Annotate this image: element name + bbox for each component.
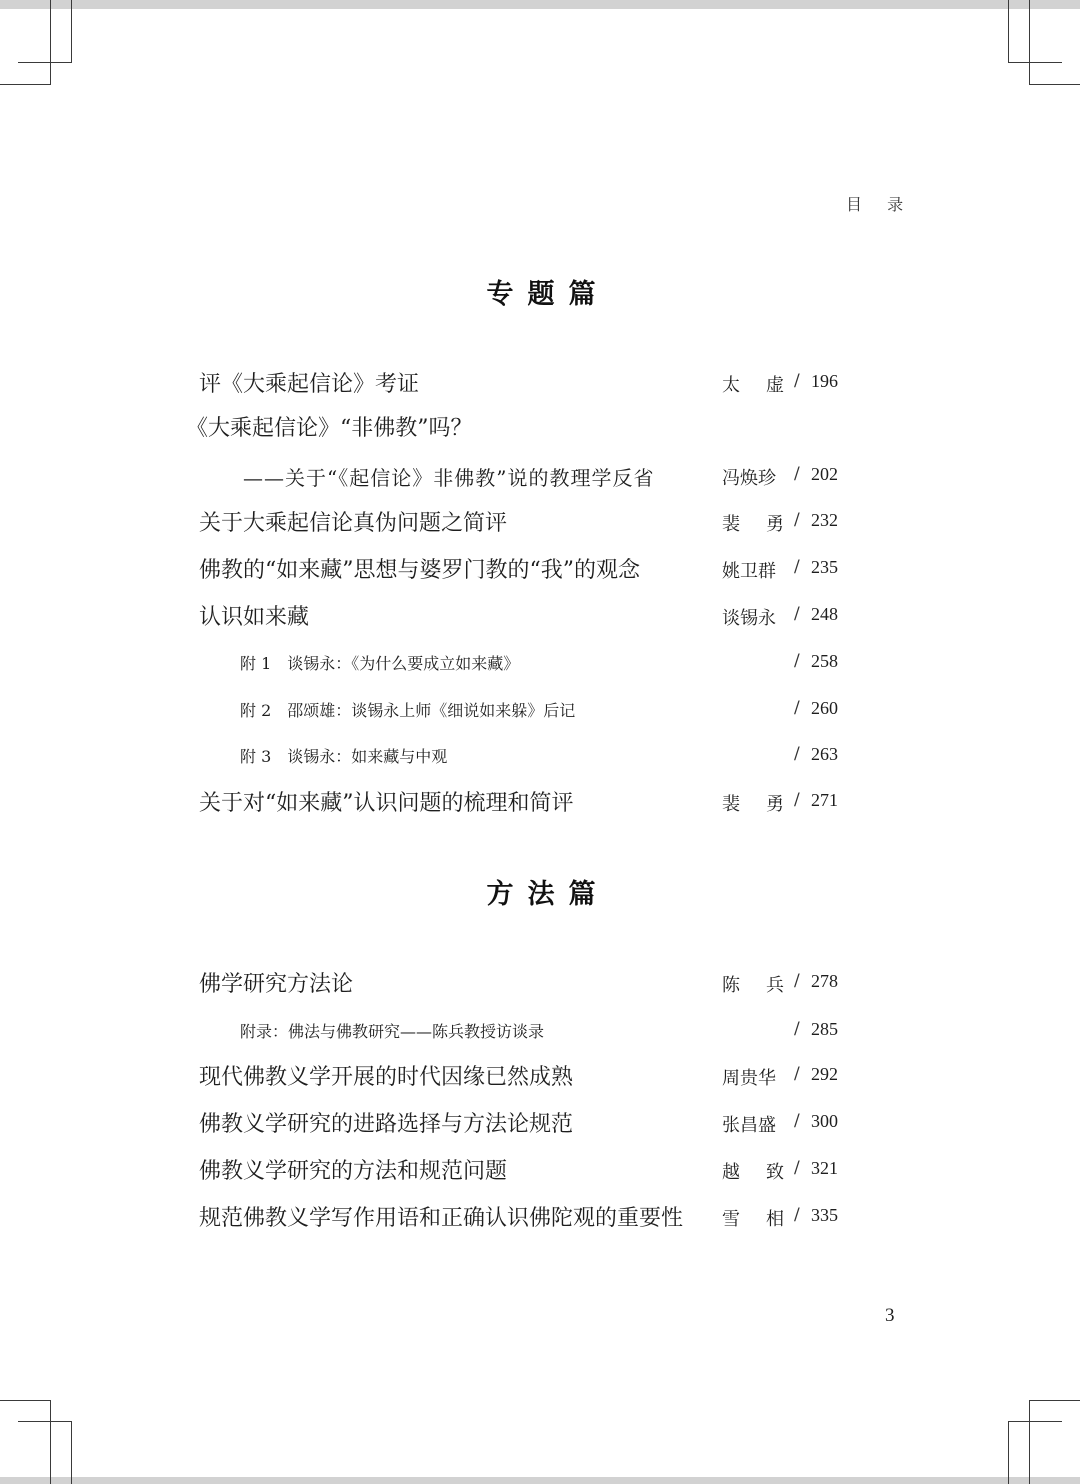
toc-entry[interactable]: [0, 600, 1080, 634]
entry-author: 陈 兵: [722, 975, 784, 996]
toc-appendix[interactable]: [0, 1013, 1080, 1047]
entry-page: 335: [811, 1205, 838, 1225]
toc-appendix[interactable]: [0, 738, 1080, 772]
entry-author: 冯焕珍: [722, 468, 776, 489]
running-header: 目 录: [846, 195, 914, 214]
appendix-title: 附 3 谈锡永：如来藏与中观: [240, 747, 448, 766]
entry-separator: /: [794, 464, 800, 484]
toc-entry-subtitle[interactable]: [0, 460, 1080, 494]
entry-page: 232: [811, 510, 838, 530]
entry-page: 321: [811, 1158, 838, 1178]
entry-separator: /: [794, 510, 800, 530]
entry-title: 关于对“如来藏”认识问题的梳理和简评: [199, 791, 574, 816]
toc-entry[interactable]: [0, 411, 1080, 445]
entry-author: 张昌盛: [722, 1115, 776, 1136]
entry-separator: /: [794, 971, 800, 991]
toc-entry[interactable]: [0, 1201, 1080, 1235]
page-number: 3: [885, 1305, 895, 1326]
entry-separator: /: [794, 1019, 800, 1039]
appendix-title: 附 2 邵颂雄：谈锡永上师《细说如来躲》后记: [240, 701, 576, 720]
entry-title: 评《大乘起信论》考证: [199, 372, 420, 397]
entry-separator: /: [794, 371, 800, 391]
entry-author: 姚卫群: [722, 561, 776, 582]
entry-separator: /: [794, 698, 800, 718]
entry-separator: /: [794, 744, 800, 764]
toc-entry[interactable]: [0, 1060, 1080, 1094]
toc-entry[interactable]: [0, 1107, 1080, 1141]
entry-separator: /: [794, 604, 800, 624]
entry-page: 248: [811, 604, 838, 624]
entry-separator: /: [794, 790, 800, 810]
toc-entry[interactable]: [0, 553, 1080, 587]
entry-page: 271: [811, 790, 838, 810]
entry-page: 196: [811, 371, 838, 391]
entry-page: 258: [811, 651, 838, 671]
entry-author: 太 虚: [722, 375, 784, 396]
entry-page: 292: [811, 1064, 838, 1084]
toc-entry[interactable]: [0, 786, 1080, 820]
entry-separator: /: [794, 1158, 800, 1178]
entry-author: 谈锡永: [722, 608, 776, 629]
entry-page: 285: [811, 1019, 838, 1039]
entry-title: 佛教义学研究的方法和规范问题: [199, 1159, 508, 1184]
entry-separator: /: [794, 651, 800, 671]
entry-subtitle: ——关于“《起信论》非佛教”说的教理学反省: [243, 466, 655, 490]
entry-page: 202: [811, 464, 838, 484]
top-border-bar: [0, 0, 1080, 9]
entry-separator: /: [794, 1064, 800, 1084]
entry-author: 裴 勇: [722, 794, 784, 815]
entry-page: 300: [811, 1111, 838, 1131]
toc-entry[interactable]: [0, 506, 1080, 540]
toc-appendix[interactable]: [0, 645, 1080, 679]
section-title-topics: 专题篇: [486, 279, 610, 310]
entry-author: 裴 勇: [722, 514, 784, 535]
toc-entry[interactable]: [0, 1154, 1080, 1188]
entry-page: 235: [811, 557, 838, 577]
entry-separator: /: [794, 1205, 800, 1225]
entry-separator: /: [794, 1111, 800, 1131]
appendix-title: 附 1 谈锡永：《为什么要成立如来藏》: [240, 654, 520, 673]
section-title-methods: 方法篇: [486, 879, 610, 910]
entry-title: 佛教义学研究的进路选择与方法论规范: [199, 1112, 574, 1137]
entry-title: 《大乘起信论》“非佛教”吗？: [186, 416, 473, 441]
entry-title: 关于大乘起信论真伪问题之简评: [199, 511, 508, 536]
entry-author: 越 致: [722, 1162, 784, 1183]
entry-page: 278: [811, 971, 838, 991]
toc-appendix[interactable]: [0, 692, 1080, 726]
entry-separator: /: [794, 557, 800, 577]
entry-title: 认识如来藏: [199, 605, 310, 630]
appendix-title: 附录：佛法与佛教研究——陈兵教授访谈录: [240, 1022, 545, 1041]
entry-author: 周贵华: [722, 1068, 776, 1089]
entry-title: 现代佛教义学开展的时代因缘已然成熟: [199, 1065, 574, 1090]
bottom-border-bar: [0, 1477, 1080, 1484]
toc-entry[interactable]: [0, 367, 1080, 401]
entry-title: 佛教的“如来藏”思想与婆罗门教的“我”的观念: [199, 558, 640, 583]
toc-entry[interactable]: [0, 967, 1080, 1001]
entry-title: 佛学研究方法论: [199, 972, 354, 997]
entry-page: 260: [811, 698, 838, 718]
entry-title: 规范佛教义学写作用语和正确认识佛陀观的重要性: [199, 1206, 684, 1231]
entry-page: 263: [811, 744, 838, 764]
entry-author: 雪 相: [722, 1209, 784, 1230]
